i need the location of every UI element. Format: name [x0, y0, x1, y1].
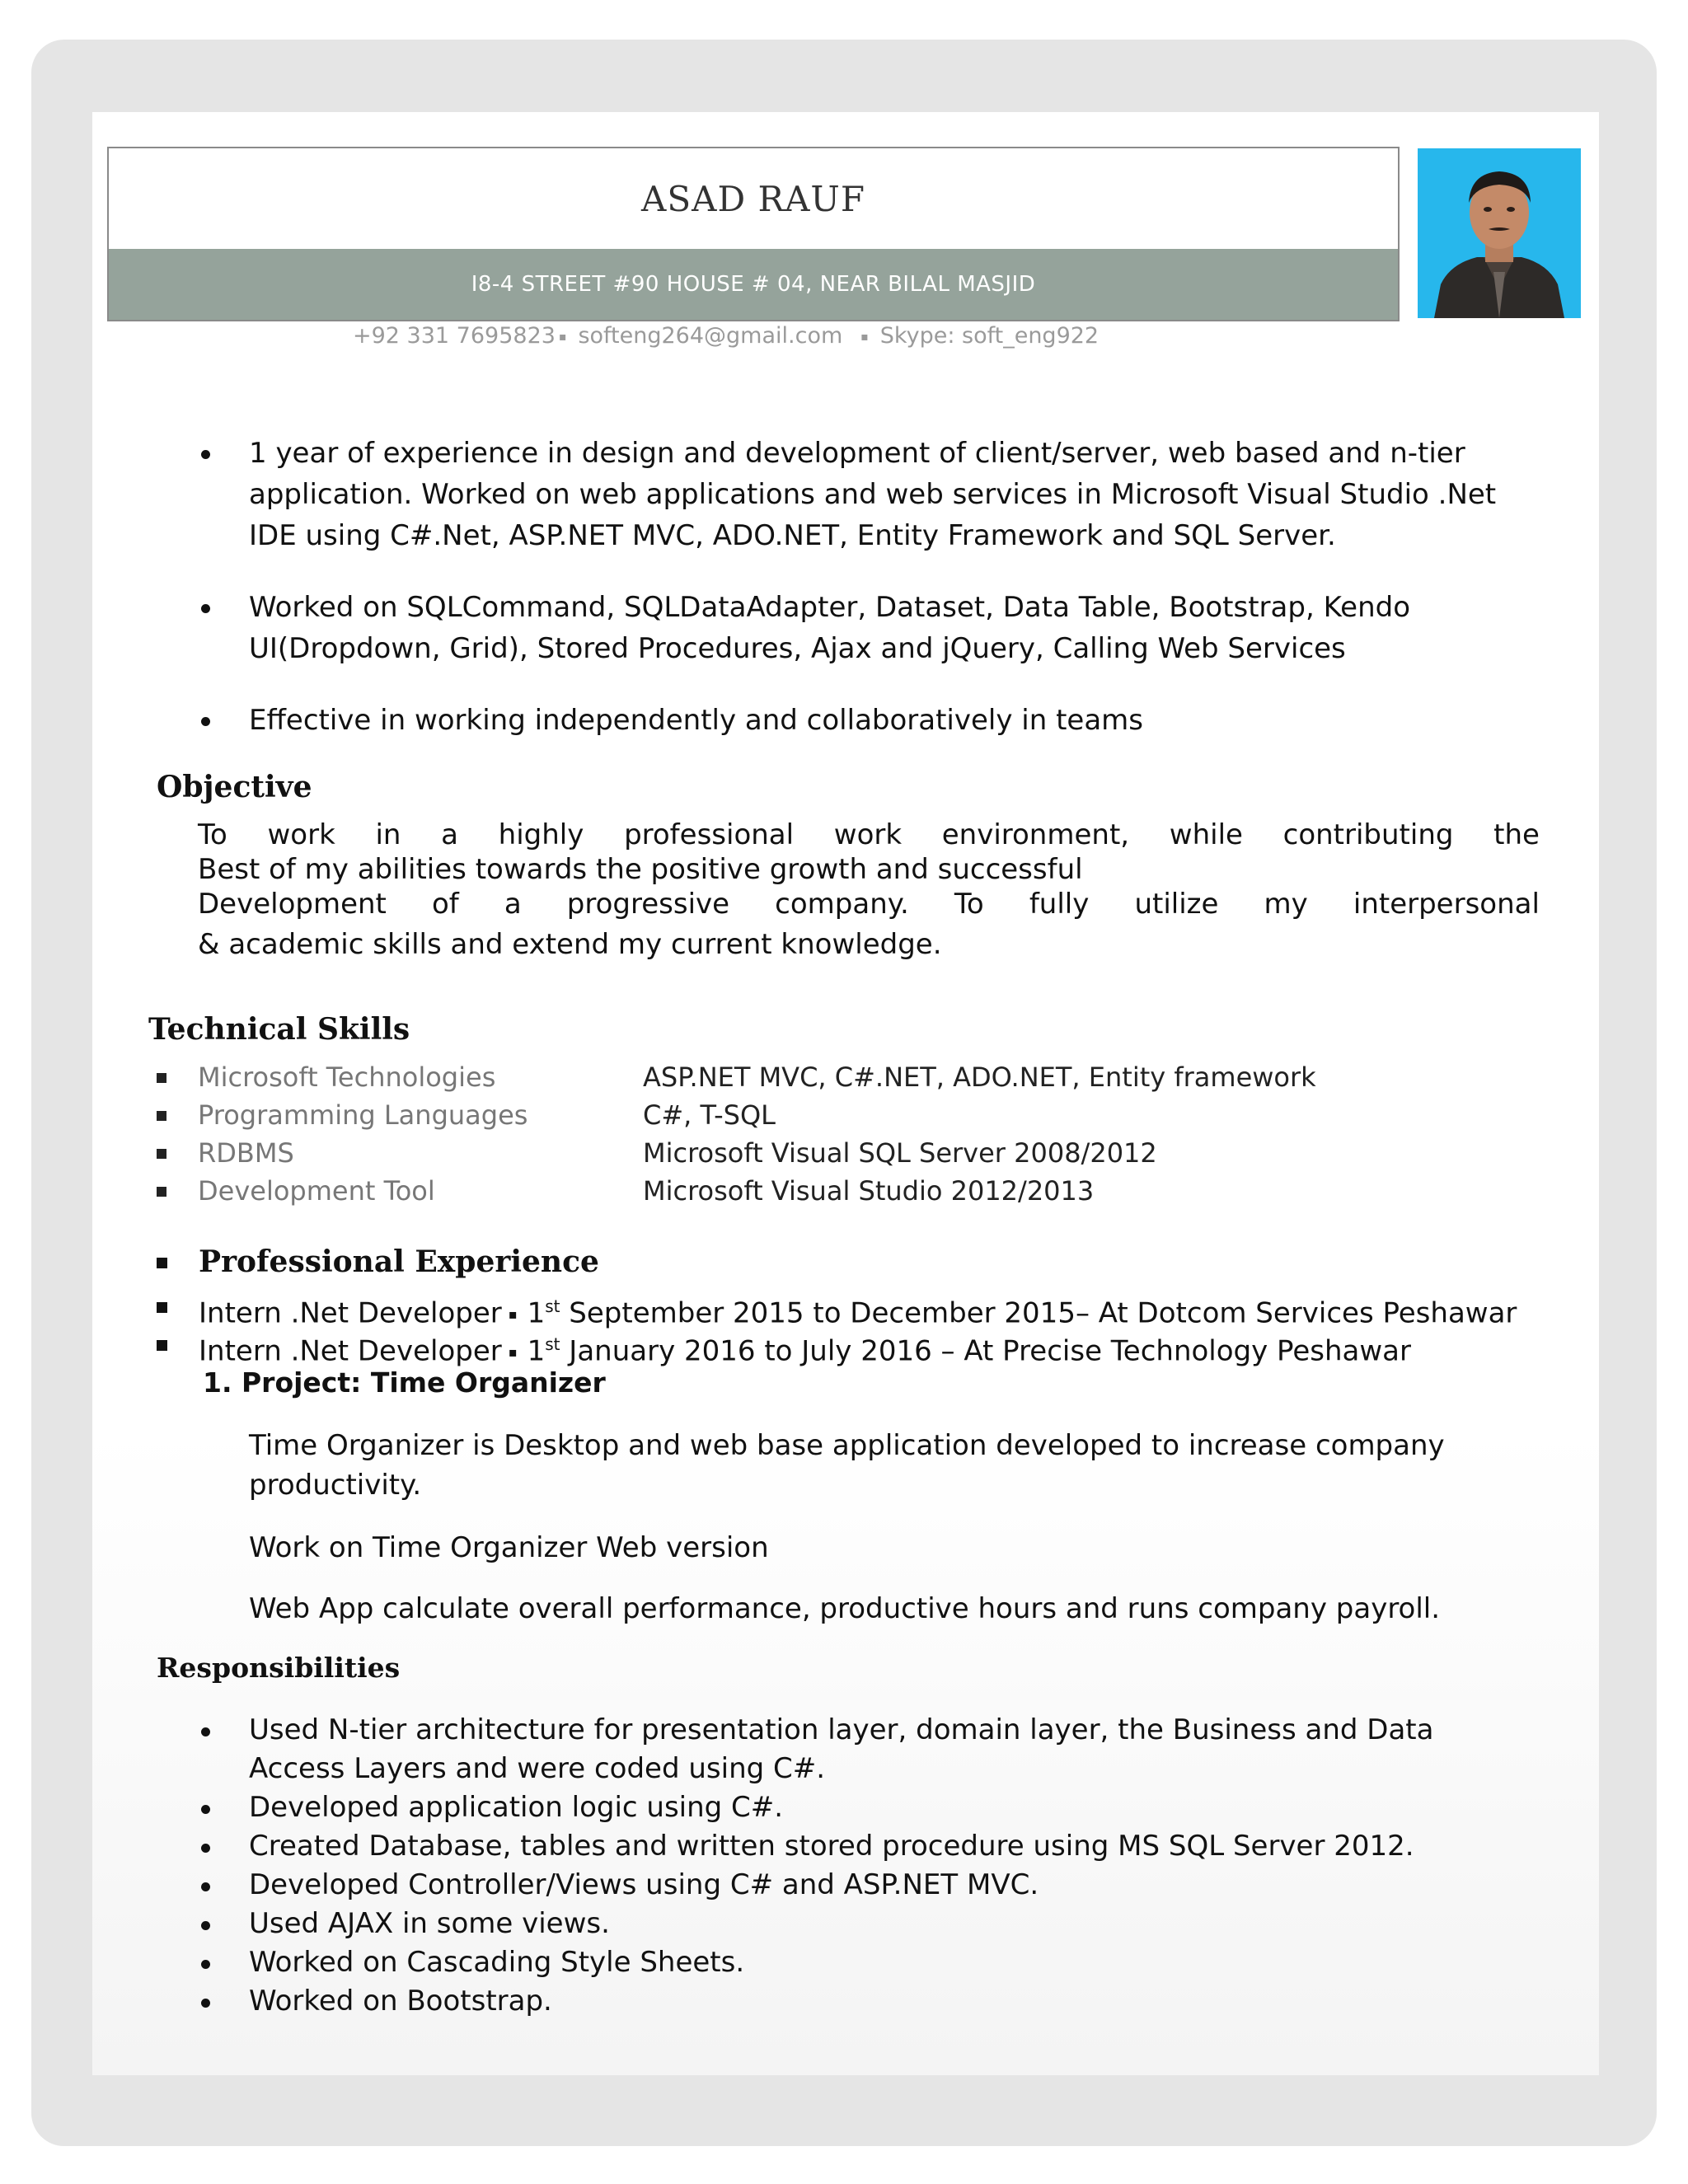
skill-row: [157, 1058, 1393, 1096]
word: professional: [624, 818, 795, 851]
skill-category: Development Tool: [198, 1175, 435, 1207]
skill-value: Microsoft Visual SQL Server 2008/2012: [643, 1137, 1157, 1169]
experience-list: [157, 1287, 1558, 1368]
job-role: Intern .Net Developer: [199, 1334, 502, 1368]
skill-value: Microsoft Visual Studio 2012/2013: [643, 1175, 1095, 1207]
word: To: [198, 818, 227, 851]
objective-line-4: & academic skills and extend my current knowledge.: [198, 928, 942, 961]
project-description: Work on Time Organizer Web version: [249, 1531, 769, 1564]
job-period: January 2016 to July 2016 – At Precise Technology Peshawar: [560, 1334, 1411, 1368]
summary-item: Worked on SQLCommand, SQLDataAdapter, Dataset, Data Table, Bootstrap, Kendo UI(Dropdown, Grid), Stored Procedures, Ajax and jQuery, Calling Web Services: [198, 587, 1533, 669]
separator-dot: ▪: [508, 1343, 518, 1360]
skill-category: Microsoft Technologies: [198, 1062, 496, 1093]
address-bar: [107, 249, 1400, 321]
project-description: Web App calculate overall performance, productive hours and runs company payroll.: [249, 1592, 1441, 1625]
word: utilize: [1134, 888, 1219, 921]
square-bullet-icon: [157, 1073, 166, 1083]
word: environment,: [941, 818, 1130, 851]
responsibility-item: Worked on Bootstrap.: [198, 1982, 1533, 2021]
skill-value: ASP.NET MVC, C#.NET, ADO.NET, Entity framework: [643, 1062, 1316, 1093]
name-header: [107, 147, 1400, 249]
responsibilities-heading: Responsibilities: [157, 1652, 401, 1684]
experience-heading: Professional Experience: [199, 1244, 599, 1279]
word: interpersonal: [1353, 888, 1540, 921]
responsibility-item: Developed application logic using C#.: [198, 1788, 1533, 1827]
word: Development: [198, 888, 387, 921]
candidate-name: ASAD RAUF: [641, 178, 865, 219]
responsibility-item: Used N-tier architecture for presentation layer, domain layer, the Business and Data Access Layers and were coded using C#.: [198, 1711, 1533, 1788]
word: in: [375, 818, 401, 851]
word: progressive: [566, 888, 730, 921]
profile-photo: [1418, 148, 1581, 318]
summary-item: Effective in working independently and collaboratively in teams: [198, 700, 1533, 741]
job-period: September 2015 to December 2015– At Dotcom Services Peshawar: [560, 1296, 1517, 1330]
square-bullet-icon: [157, 1149, 166, 1159]
responsibility-item: Created Database, tables and written stored procedure using MS SQL Server 2012.: [198, 1827, 1533, 1866]
word: while: [1169, 818, 1243, 851]
phone-number: +92 331 7695823: [353, 323, 556, 349]
experience-heading-row: [157, 1243, 1558, 1281]
contact-line: [353, 323, 1099, 349]
job-role: Intern .Net Developer: [199, 1296, 502, 1330]
square-bullet-icon: [157, 1187, 166, 1197]
word: the: [1493, 818, 1540, 851]
word: my: [1264, 888, 1308, 921]
objective-text: [198, 818, 1540, 968]
word: work: [267, 818, 335, 851]
word: fully: [1029, 888, 1090, 921]
separator-dot: ▪: [508, 1305, 518, 1322]
skill-category: Programming Languages: [198, 1099, 528, 1131]
word: company.: [775, 888, 909, 921]
skill-value: C#, T-SQL: [643, 1099, 776, 1131]
skill-category: RDBMS: [198, 1137, 294, 1169]
job-day: 1: [527, 1296, 546, 1330]
ordinal-suffix: st: [545, 1296, 560, 1316]
responsibility-item: Worked on Cascading Style Sheets.: [198, 1943, 1533, 1982]
word: a: [504, 888, 522, 921]
summary-item: 1 year of experience in design and development of client/server, web based and n-tier application. Worked on web applications and web services in Microsoft Visual Studio .Net IDE using C#.Net, ASP.NET MVC, ADO.NET, Entity Framework and SQL Server.: [198, 433, 1533, 556]
person-photo-icon: [1418, 148, 1581, 318]
objective-line-1: [198, 818, 1540, 852]
objective-heading: Objective: [157, 770, 312, 804]
word: contributing: [1282, 818, 1454, 851]
ordinal-suffix: st: [545, 1334, 560, 1354]
skill-row: [157, 1096, 1393, 1134]
responsibility-item: Developed Controller/Views using C# and ASP.NET MVC.: [198, 1866, 1533, 1905]
responsibilities-list: [198, 1711, 1533, 2021]
job-day: 1: [527, 1334, 546, 1368]
skills-heading: Technical Skills: [148, 1012, 410, 1047]
word: work: [833, 818, 903, 851]
skill-row: [157, 1134, 1393, 1172]
square-bullet-icon: [157, 1258, 167, 1268]
skill-row: [157, 1172, 1393, 1210]
experience-item: [157, 1325, 1558, 1368]
objective-line-2: Best of my abilities towards the positive growth and successful: [198, 853, 1083, 886]
square-bullet-icon: [157, 1340, 167, 1351]
summary-list: [198, 433, 1533, 741]
word: a: [441, 818, 458, 851]
word: of: [431, 888, 459, 921]
separator-dot: ▪: [558, 330, 567, 344]
project-title: 1. Project: Time Organizer: [203, 1366, 606, 1399]
objective-line-3: [198, 887, 1540, 921]
word: highly: [498, 818, 584, 851]
square-bullet-icon: [157, 1111, 166, 1121]
skills-table: [157, 1058, 1393, 1210]
separator-dot: ▪: [860, 330, 869, 344]
square-bullet-icon: [157, 1302, 167, 1313]
email-address: softeng264@gmail.com: [578, 323, 843, 349]
project-description: Time Organizer is Desktop and web base application developed to increase company productivity.: [249, 1429, 1445, 1502]
address-text: I8-4 STREET #90 HOUSE # 04, NEAR BILAL MASJID: [471, 272, 1036, 297]
responsibility-item: Used AJAX in some views.: [198, 1905, 1533, 1943]
skype-id: Skype: soft_eng922: [879, 323, 1100, 349]
experience-item: [157, 1287, 1558, 1330]
word: To: [954, 888, 984, 921]
